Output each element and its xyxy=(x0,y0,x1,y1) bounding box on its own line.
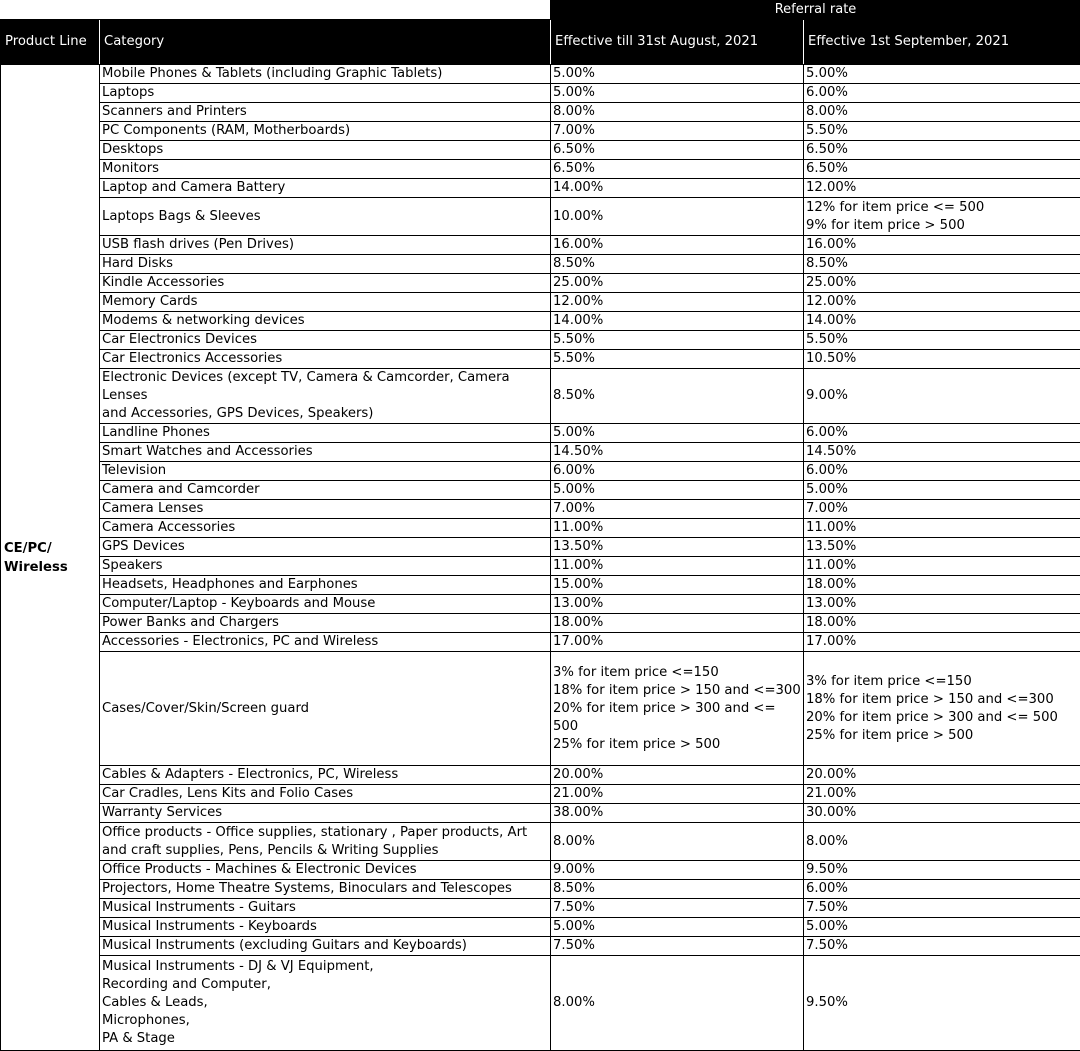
table-row xyxy=(1,519,1080,538)
rate-new-line: 6.50% xyxy=(806,160,1080,178)
category-line: GPS Devices xyxy=(102,538,550,556)
table-row xyxy=(1,122,1080,141)
rate-table-body xyxy=(1,65,1080,1051)
rate-old-line: 8.00% xyxy=(553,994,803,1012)
table-row xyxy=(1,160,1080,179)
rate-old-line: 6.00% xyxy=(553,462,803,480)
category-line: Laptops Bags & Sleeves xyxy=(102,208,550,226)
table-row xyxy=(1,198,1080,236)
rate-old-line: 7.00% xyxy=(553,122,803,140)
rate-old-cell xyxy=(551,804,804,823)
table-row xyxy=(1,880,1080,899)
category-line: Cables & Leads, xyxy=(102,994,550,1012)
rate-old-line: 14.00% xyxy=(553,179,803,197)
category-cell xyxy=(100,766,551,785)
rate-new-cell xyxy=(804,293,1080,312)
category-cell xyxy=(100,236,551,255)
category-cell xyxy=(100,293,551,312)
rate-new-line: 21.00% xyxy=(806,785,1080,803)
rate-new-cell xyxy=(804,331,1080,350)
table-row xyxy=(1,293,1080,312)
rate-old-cell xyxy=(551,557,804,576)
category-cell xyxy=(100,956,551,1051)
category-cell xyxy=(100,84,551,103)
rate-old-cell xyxy=(551,293,804,312)
rate-new-cell xyxy=(804,312,1080,331)
rate-old-line: 8.50% xyxy=(553,255,803,273)
category-cell xyxy=(100,255,551,274)
category-cell xyxy=(100,312,551,331)
category-line: Musical Instruments - Keyboards xyxy=(102,918,550,936)
category-line: Power Banks and Chargers xyxy=(102,614,550,632)
product-line-text: CE/PC/ xyxy=(4,539,99,558)
rate-new-line: 9% for item price > 500 xyxy=(806,217,1080,235)
category-cell xyxy=(100,369,551,424)
rate-new-line: 30.00% xyxy=(806,804,1080,822)
category-line: USB flash drives (Pen Drives) xyxy=(102,236,550,254)
rate-new-line: 16.00% xyxy=(806,236,1080,254)
table-row xyxy=(1,312,1080,331)
rate-new-cell xyxy=(804,956,1080,1051)
rate-old-line: 38.00% xyxy=(553,804,803,822)
rate-new-line: 5.00% xyxy=(806,481,1080,499)
rate-new-line: 7.50% xyxy=(806,899,1080,917)
rate-old-cell xyxy=(551,331,804,350)
rate-new-cell xyxy=(804,443,1080,462)
category-cell xyxy=(100,65,551,84)
category-line: Television xyxy=(102,462,550,480)
rate-old-cell xyxy=(551,519,804,538)
table-row xyxy=(1,462,1080,481)
category-line: Microphones, xyxy=(102,1012,550,1030)
category-cell xyxy=(100,557,551,576)
category-cell xyxy=(100,274,551,293)
table-row xyxy=(1,236,1080,255)
table-row xyxy=(1,65,1080,84)
table-row xyxy=(1,899,1080,918)
table-row xyxy=(1,823,1080,861)
rate-old-cell xyxy=(551,633,804,652)
rate-old-line: 5.50% xyxy=(553,331,803,349)
rate-new-cell xyxy=(804,481,1080,500)
table-row xyxy=(1,179,1080,198)
rate-old-line: 14.00% xyxy=(553,312,803,330)
rate-new-line: 5.00% xyxy=(806,65,1080,83)
rate-old-cell xyxy=(551,122,804,141)
table-row xyxy=(1,766,1080,785)
table-row xyxy=(1,576,1080,595)
rate-old-cell xyxy=(551,918,804,937)
table-row xyxy=(1,443,1080,462)
category-cell xyxy=(100,424,551,443)
rate-new-line: 8.50% xyxy=(806,255,1080,273)
rate-old-cell xyxy=(551,312,804,331)
table-row xyxy=(1,557,1080,576)
rate-old-cell xyxy=(551,538,804,557)
rate-old-cell xyxy=(551,861,804,880)
rate-new-line: 12% for item price <= 500 xyxy=(806,199,1080,217)
rate-new-line: 11.00% xyxy=(806,519,1080,537)
rate-old-line: 25.00% xyxy=(553,274,803,292)
rate-old-line: 8.00% xyxy=(553,103,803,121)
category-line: Memory Cards xyxy=(102,293,550,311)
rate-new-cell xyxy=(804,462,1080,481)
table-row xyxy=(1,331,1080,350)
rate-new-line: 8.00% xyxy=(806,103,1080,121)
category-line: Warranty Services xyxy=(102,804,550,822)
rate-old-cell xyxy=(551,956,804,1051)
rate-old-line: 20.00% xyxy=(553,766,803,784)
rate-new-cell xyxy=(804,179,1080,198)
rate-new-cell xyxy=(804,880,1080,899)
category-cell xyxy=(100,103,551,122)
rate-old-line: 5.00% xyxy=(553,481,803,499)
rate-new-cell xyxy=(804,122,1080,141)
rate-old-cell xyxy=(551,652,804,766)
rate-new-line: 9.50% xyxy=(806,861,1080,879)
category-line: Mobile Phones & Tablets (including Graphic Tablets) xyxy=(102,65,550,83)
category-line: Recording and Computer, xyxy=(102,976,550,994)
referral-rate-header: Referral rate xyxy=(551,1,1080,20)
rate-new-cell xyxy=(804,538,1080,557)
rate-old-cell xyxy=(551,785,804,804)
table-row xyxy=(1,633,1080,652)
rate-new-line: 6.00% xyxy=(806,424,1080,442)
rate-new-cell xyxy=(804,369,1080,424)
rate-new-line: 8.00% xyxy=(806,833,1080,851)
category-line: Cables & Adapters - Electronics, PC, Wireless xyxy=(102,766,550,784)
rate-new-line: 6.00% xyxy=(806,880,1080,898)
rate-old-line: 16.00% xyxy=(553,236,803,254)
rate-old-cell xyxy=(551,65,804,84)
category-line: and Accessories, GPS Devices, Speakers) xyxy=(102,405,550,423)
category-cell xyxy=(100,462,551,481)
rate-new-line: 5.00% xyxy=(806,918,1080,936)
table-row xyxy=(1,500,1080,519)
rate-old-cell xyxy=(551,899,804,918)
rate-new-cell xyxy=(804,255,1080,274)
category-cell xyxy=(100,804,551,823)
rate-old-line: 13.00% xyxy=(553,595,803,613)
rate-new-line: 6.50% xyxy=(806,141,1080,159)
table-row xyxy=(1,804,1080,823)
rate-old-line: 8.50% xyxy=(553,880,803,898)
category-cell xyxy=(100,331,551,350)
rate-old-cell xyxy=(551,766,804,785)
category-line: Office products - Office supplies, stationary , Paper products, Art xyxy=(102,824,550,842)
category-line: Cases/Cover/Skin/Screen guard xyxy=(102,700,550,718)
rate-old-line: 13.50% xyxy=(553,538,803,556)
rate-old-cell xyxy=(551,500,804,519)
table-row xyxy=(1,918,1080,937)
rate-new-cell xyxy=(804,103,1080,122)
product-line-text: Wireless xyxy=(4,558,99,577)
rate-new-cell xyxy=(804,633,1080,652)
category-line: Car Electronics Devices xyxy=(102,331,550,349)
rate-old-cell xyxy=(551,443,804,462)
rate-old-cell xyxy=(551,424,804,443)
category-line: Camera Lenses xyxy=(102,500,550,518)
category-cell xyxy=(100,595,551,614)
rate-new-line: 5.50% xyxy=(806,331,1080,349)
category-line: Camera and Camcorder xyxy=(102,481,550,499)
rate-new-line: 25.00% xyxy=(806,274,1080,292)
category-cell xyxy=(100,538,551,557)
table-row xyxy=(1,937,1080,956)
rate-old-line: 5.00% xyxy=(553,918,803,936)
rate-new-cell xyxy=(804,595,1080,614)
rate-new-line: 9.50% xyxy=(806,994,1080,1012)
category-line: Desktops xyxy=(102,141,550,159)
category-cell xyxy=(100,179,551,198)
rate-new-cell xyxy=(804,65,1080,84)
rate-new-line: 12.00% xyxy=(806,293,1080,311)
category-line: Musical Instruments - DJ & VJ Equipment, xyxy=(102,958,550,976)
rate-new-line: 18.00% xyxy=(806,614,1080,632)
rate-new-cell xyxy=(804,160,1080,179)
category-line: PC Components (RAM, Motherboards) xyxy=(102,122,550,140)
category-cell xyxy=(100,861,551,880)
category-line: Accessories - Electronics, PC and Wireless xyxy=(102,633,550,651)
effective-new-header: Effective 1st September, 2021 xyxy=(804,20,1080,65)
rate-new-cell xyxy=(804,766,1080,785)
category-line: Car Electronics Accessories xyxy=(102,350,550,368)
rate-old-cell xyxy=(551,880,804,899)
category-line: Monitors xyxy=(102,160,550,178)
rate-new-cell xyxy=(804,519,1080,538)
category-cell xyxy=(100,481,551,500)
rate-old-cell xyxy=(551,198,804,236)
rate-new-line: 18.00% xyxy=(806,576,1080,594)
category-cell xyxy=(100,880,551,899)
rate-old-cell xyxy=(551,595,804,614)
category-cell xyxy=(100,519,551,538)
category-line: Smart Watches and Accessories xyxy=(102,443,550,461)
category-cell xyxy=(100,350,551,369)
rate-new-cell xyxy=(804,350,1080,369)
category-cell xyxy=(100,443,551,462)
rate-new-line: 14.00% xyxy=(806,312,1080,330)
rate-new-cell xyxy=(804,785,1080,804)
category-line: Computer/Laptop - Keyboards and Mouse xyxy=(102,595,550,613)
table-row xyxy=(1,614,1080,633)
rate-new-line: 3% for item price <=150 xyxy=(806,673,1080,691)
rate-new-line: 12.00% xyxy=(806,179,1080,197)
category-cell xyxy=(100,500,551,519)
rate-new-cell xyxy=(804,614,1080,633)
rate-old-line: 18% for item price > 150 and <=300 xyxy=(553,682,803,700)
category-cell xyxy=(100,633,551,652)
rate-new-line: 6.00% xyxy=(806,84,1080,102)
rate-old-cell xyxy=(551,84,804,103)
rate-old-cell xyxy=(551,576,804,595)
rate-new-line: 10.50% xyxy=(806,350,1080,368)
category-line: Kindle Accessories xyxy=(102,274,550,292)
product-line-cell xyxy=(1,65,100,1051)
rate-old-line: 8.00% xyxy=(553,833,803,851)
category-line: Landline Phones xyxy=(102,424,550,442)
table-row xyxy=(1,424,1080,443)
rate-old-cell xyxy=(551,937,804,956)
category-line: Modems & networking devices xyxy=(102,312,550,330)
rate-new-line: 13.50% xyxy=(806,538,1080,556)
rate-new-cell xyxy=(804,198,1080,236)
rate-old-line: 7.50% xyxy=(553,937,803,955)
category-cell xyxy=(100,937,551,956)
rate-new-cell xyxy=(804,823,1080,861)
category-line: Camera Accessories xyxy=(102,519,550,537)
column-header-row xyxy=(1,20,1080,65)
rate-new-cell xyxy=(804,804,1080,823)
rate-old-cell xyxy=(551,179,804,198)
rate-old-cell xyxy=(551,462,804,481)
category-line: Projectors, Home Theatre Systems, Binoculars and Telescopes xyxy=(102,880,550,898)
table-row xyxy=(1,652,1080,766)
rate-old-line: 21.00% xyxy=(553,785,803,803)
category-cell xyxy=(100,918,551,937)
category-cell xyxy=(100,198,551,236)
table-row xyxy=(1,84,1080,103)
rate-new-line: 17.00% xyxy=(806,633,1080,651)
category-cell xyxy=(100,141,551,160)
rate-new-cell xyxy=(804,899,1080,918)
rate-old-line: 12.00% xyxy=(553,293,803,311)
category-cell xyxy=(100,899,551,918)
rate-old-line: 7.00% xyxy=(553,500,803,518)
rate-old-cell xyxy=(551,369,804,424)
table-row xyxy=(1,274,1080,293)
rate-new-cell xyxy=(804,500,1080,519)
category-cell xyxy=(100,122,551,141)
category-line: Scanners and Printers xyxy=(102,103,550,121)
category-line: Office Products - Machines & Electronic Devices xyxy=(102,861,550,879)
effective-old-header: Effective till 31st August, 2021 xyxy=(551,20,804,65)
table-row xyxy=(1,956,1080,1051)
rate-new-line: 5.50% xyxy=(806,122,1080,140)
table-row xyxy=(1,255,1080,274)
rate-new-cell xyxy=(804,141,1080,160)
rate-new-line: 25% for item price > 500 xyxy=(806,727,1080,745)
category-line: Headsets, Headphones and Earphones xyxy=(102,576,550,594)
rate-old-line: 10.00% xyxy=(553,208,803,226)
rate-old-cell xyxy=(551,614,804,633)
rate-new-cell xyxy=(804,937,1080,956)
rate-old-line: 15.00% xyxy=(553,576,803,594)
rate-new-line: 14.50% xyxy=(806,443,1080,461)
rate-old-line: 25% for item price > 500 xyxy=(553,736,803,754)
rate-new-cell xyxy=(804,274,1080,293)
rate-old-cell xyxy=(551,274,804,293)
rate-old-line: 5.00% xyxy=(553,424,803,442)
rate-new-cell xyxy=(804,84,1080,103)
rate-old-line: 8.50% xyxy=(553,387,803,405)
category-line: Hard Disks xyxy=(102,255,550,273)
rate-new-line: 9.00% xyxy=(806,387,1080,405)
table-row xyxy=(1,141,1080,160)
rate-new-cell xyxy=(804,861,1080,880)
rate-new-line: 7.00% xyxy=(806,500,1080,518)
rate-new-line: 11.00% xyxy=(806,557,1080,575)
category-cell xyxy=(100,823,551,861)
rate-new-cell xyxy=(804,576,1080,595)
table-row xyxy=(1,369,1080,424)
category-cell xyxy=(100,652,551,766)
rate-old-line: 17.00% xyxy=(553,633,803,651)
rate-old-cell xyxy=(551,255,804,274)
category-cell xyxy=(100,576,551,595)
rate-old-line: 3% for item price <=150 xyxy=(553,664,803,682)
rate-new-cell xyxy=(804,652,1080,766)
table-row xyxy=(1,785,1080,804)
category-line: and craft supplies, Pens, Pencils & Writing Supplies xyxy=(102,842,550,860)
rate-old-line: 11.00% xyxy=(553,557,803,575)
rate-new-line: 13.00% xyxy=(806,595,1080,613)
product-line-header: Product Line xyxy=(1,20,100,65)
rate-new-cell xyxy=(804,424,1080,443)
category-line: Musical Instruments (excluding Guitars and Keyboards) xyxy=(102,937,550,955)
rate-new-cell xyxy=(804,236,1080,255)
rate-new-line: 18% for item price > 150 and <=300 xyxy=(806,691,1080,709)
rate-new-line: 20.00% xyxy=(806,766,1080,784)
table-row xyxy=(1,595,1080,614)
rate-old-cell xyxy=(551,481,804,500)
category-cell xyxy=(100,614,551,633)
category-line: PA & Stage xyxy=(102,1030,550,1048)
rate-old-line: 6.50% xyxy=(553,141,803,159)
category-line: Laptops xyxy=(102,84,550,102)
rate-new-cell xyxy=(804,918,1080,937)
rate-old-line: 7.50% xyxy=(553,899,803,917)
blank-header-cell xyxy=(1,1,551,20)
table-row xyxy=(1,481,1080,500)
rate-old-line: 9.00% xyxy=(553,861,803,879)
rate-old-line: 6.50% xyxy=(553,160,803,178)
category-header: Category xyxy=(100,20,551,65)
rate-old-line: 5.00% xyxy=(553,84,803,102)
rate-old-cell xyxy=(551,236,804,255)
rate-old-line: 5.50% xyxy=(553,350,803,368)
table-row xyxy=(1,538,1080,557)
rate-new-line: 6.00% xyxy=(806,462,1080,480)
rate-old-cell xyxy=(551,350,804,369)
category-cell xyxy=(100,785,551,804)
table-row xyxy=(1,350,1080,369)
rate-old-cell xyxy=(551,160,804,179)
rate-old-line: 20% for item price > 300 and <= 500 xyxy=(553,700,803,736)
category-line: Laptop and Camera Battery xyxy=(102,179,550,197)
category-line: Car Cradles, Lens Kits and Folio Cases xyxy=(102,785,550,803)
category-line: Musical Instruments - Guitars xyxy=(102,899,550,917)
rate-new-line: 7.50% xyxy=(806,937,1080,955)
rate-old-line: 18.00% xyxy=(553,614,803,632)
table-row xyxy=(1,103,1080,122)
category-line: Speakers xyxy=(102,557,550,575)
rate-old-cell xyxy=(551,141,804,160)
category-line: Electronic Devices (except TV, Camera & Camcorder, Camera Lenses xyxy=(102,369,550,405)
referral-rate-group-row xyxy=(1,1,1080,20)
table-row xyxy=(1,861,1080,880)
rate-old-cell xyxy=(551,823,804,861)
rate-new-cell xyxy=(804,557,1080,576)
rate-old-line: 5.00% xyxy=(553,65,803,83)
rate-old-line: 11.00% xyxy=(553,519,803,537)
category-cell xyxy=(100,160,551,179)
rate-old-cell xyxy=(551,103,804,122)
rate-new-line: 20% for item price > 300 and <= 500 xyxy=(806,709,1080,727)
rate-old-line: 14.50% xyxy=(553,443,803,461)
